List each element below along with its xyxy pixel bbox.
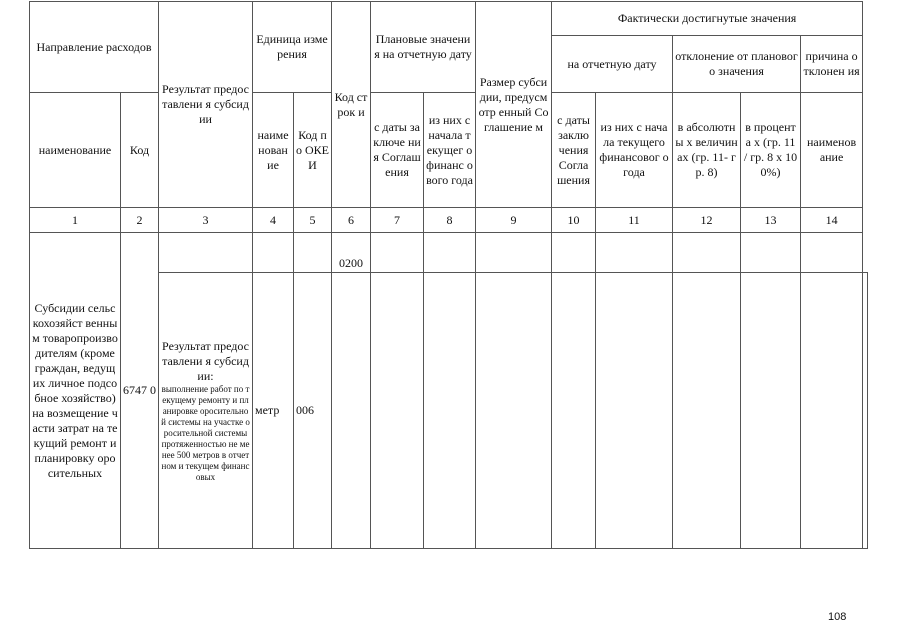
header-unit: Единица измерения bbox=[253, 2, 332, 93]
empty-cell bbox=[253, 233, 294, 273]
empty-cell bbox=[371, 273, 424, 549]
column-number: 2 bbox=[121, 208, 159, 233]
empty-cell bbox=[159, 233, 253, 273]
header-absolute: в абсолютны х величинах (гр. 11- гр. 8) bbox=[673, 93, 741, 208]
header-sub-name: наименование bbox=[30, 93, 121, 208]
empty-cell bbox=[741, 233, 801, 273]
empty-cell bbox=[332, 273, 371, 549]
header-reason-name: наименов ание bbox=[801, 93, 863, 208]
empty-cell bbox=[801, 273, 863, 549]
column-number: 4 bbox=[253, 208, 294, 233]
empty-cell bbox=[294, 233, 332, 273]
empty-cell bbox=[596, 273, 673, 549]
column-number: 1 bbox=[30, 208, 121, 233]
column-number: 13 bbox=[741, 208, 801, 233]
report-table bbox=[29, 1, 868, 549]
column-number: 12 bbox=[673, 208, 741, 233]
header-result: Результат предоставлени я субсидии bbox=[159, 2, 253, 208]
header-year-start: из них с начала текущег о финанс ового года bbox=[424, 93, 476, 208]
header-percent: в процента х (гр. 11 / гр. 8 х 100%) bbox=[741, 93, 801, 208]
empty-cell bbox=[801, 233, 863, 273]
direction-name: Субсидии сельскохозяйст венным товаропроизво дителям (кроме граждан, ведущих личное подсобное хозяйство) на возмещение части затрат на текущий ремонт и планировку оросительных bbox=[30, 233, 121, 549]
result-cell bbox=[159, 273, 253, 549]
empty-cell bbox=[741, 273, 801, 549]
empty-cell bbox=[673, 233, 741, 273]
header-actual-year-start: из них с начала текущего финансовог о года bbox=[596, 93, 673, 208]
column-number: 6 bbox=[332, 208, 371, 233]
line-code-value: 0200 bbox=[332, 233, 371, 273]
column-numbers-row bbox=[30, 208, 868, 233]
empty-cell bbox=[476, 273, 552, 549]
empty-cell bbox=[552, 273, 596, 549]
direction-code: 6747 0 bbox=[121, 233, 159, 549]
empty-cell bbox=[863, 273, 868, 549]
header-subsidy-size: Размер субсидии, предусмотр енный Соглашение м bbox=[476, 2, 552, 208]
header-since-agreement: с даты заключе ния Соглаш ения bbox=[371, 93, 424, 208]
column-number: 14 bbox=[801, 208, 863, 233]
empty-cell bbox=[552, 233, 596, 273]
header-okei-code: Код по ОКЕ И bbox=[294, 93, 332, 208]
empty-cell bbox=[424, 233, 476, 273]
empty-cell bbox=[596, 233, 673, 273]
column-number: 11 bbox=[596, 208, 673, 233]
header-planned: Плановые значения на отчетную дату bbox=[371, 2, 476, 93]
header-unit-name: наиме нован ие bbox=[253, 93, 294, 208]
result-detail: выполнение работ по текущему ремонту и планировке оросительной системы на участке оросительной системы протяженностью не менее 500 метров в отчетном и текущем финансовых bbox=[161, 383, 250, 482]
result-label: Результат предоставлени я субсидии: bbox=[162, 338, 249, 383]
header-sub-code: Код bbox=[121, 93, 159, 208]
column-number: 5 bbox=[294, 208, 332, 233]
unit-name-value: метр bbox=[253, 273, 294, 549]
column-number: 9 bbox=[476, 208, 552, 233]
header-actual-since-agreement: с даты заклю чения Согла шения bbox=[552, 93, 596, 208]
header-deviation: отклонение от планового значения bbox=[673, 36, 801, 93]
empty-cell bbox=[673, 273, 741, 549]
empty-cell bbox=[476, 233, 552, 273]
column-number: 7 bbox=[371, 208, 424, 233]
empty-cell bbox=[424, 273, 476, 549]
header-reason: причина отклонен ия bbox=[801, 36, 863, 93]
empty-cell bbox=[371, 233, 424, 273]
column-number: 8 bbox=[424, 208, 476, 233]
okei-code-value: 006 bbox=[294, 273, 332, 549]
header-actual-on-date: на отчетную дату bbox=[552, 36, 673, 93]
page-number: 108 bbox=[828, 611, 847, 623]
header-line-code: Код строк и bbox=[332, 2, 371, 208]
header-actual: Фактически достигнутые значения bbox=[552, 2, 863, 36]
header-direction: Направление расходов bbox=[30, 2, 159, 93]
column-number: 3 bbox=[159, 208, 253, 233]
table-row bbox=[30, 233, 868, 273]
column-number: 10 bbox=[552, 208, 596, 233]
